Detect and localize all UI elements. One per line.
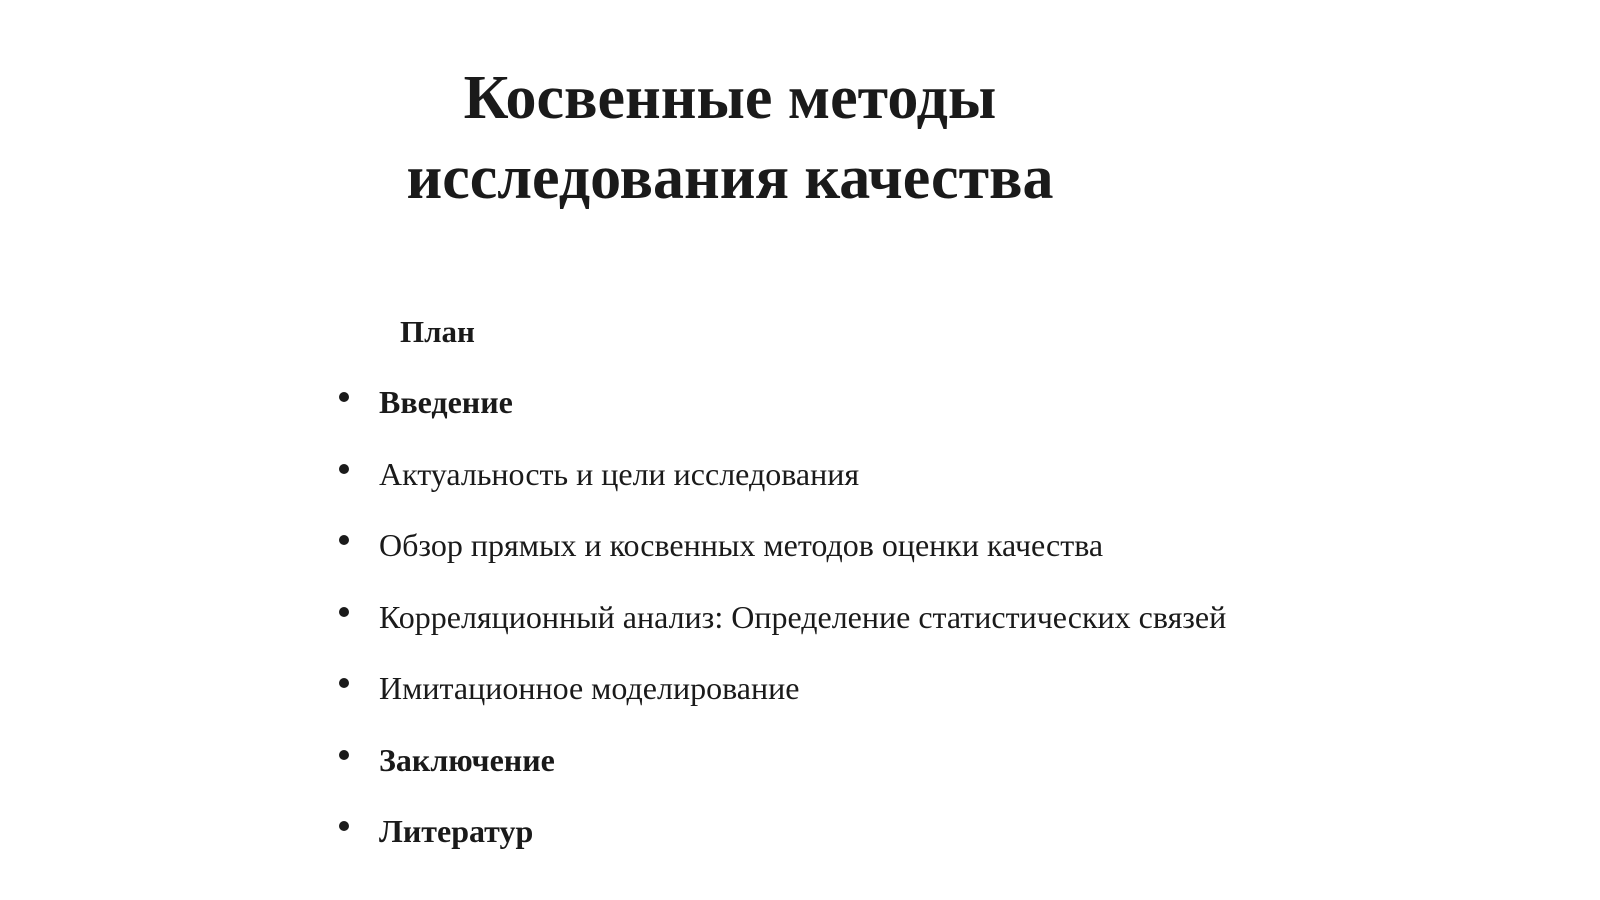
plan-item-label: Актуальность и цели исследования <box>379 455 860 492</box>
bullet-icon <box>339 392 349 402</box>
plan-item-relevance <box>0 454 1600 526</box>
plan-item-label: Обзор прямых и косвенных методов оценки качества <box>379 527 1104 563</box>
plan-item-methods-overview <box>0 525 1600 597</box>
plan-item-label: Корреляционный анализ: Определение статистических связей <box>379 598 1227 635</box>
plan-item-correlation-analysis <box>0 597 1600 669</box>
plan-item-literature <box>0 811 1600 883</box>
plan-item-simulation <box>0 668 1600 740</box>
bullet-icon <box>339 464 349 474</box>
bullet-icon <box>339 750 349 760</box>
plan-item-label: Литератур <box>379 813 534 849</box>
slide-title-line-2: исследования качества <box>406 144 1054 212</box>
bullet-icon <box>339 678 349 688</box>
bullet-icon <box>339 535 349 545</box>
plan-heading: План <box>400 314 475 349</box>
bullet-icon <box>339 607 349 617</box>
plan-item-label: Введение <box>379 384 513 420</box>
plan-list <box>0 382 1600 883</box>
slide-title <box>380 58 1080 218</box>
plan-item-introduction <box>0 382 1600 454</box>
plan-item-conclusion <box>0 740 1600 812</box>
bullet-icon <box>339 821 349 831</box>
slide-title-line-1: Косвенные методы <box>463 64 997 132</box>
plan-item-label: Заключение <box>379 741 555 778</box>
plan-item-label: Имитационное моделирование <box>379 670 800 706</box>
